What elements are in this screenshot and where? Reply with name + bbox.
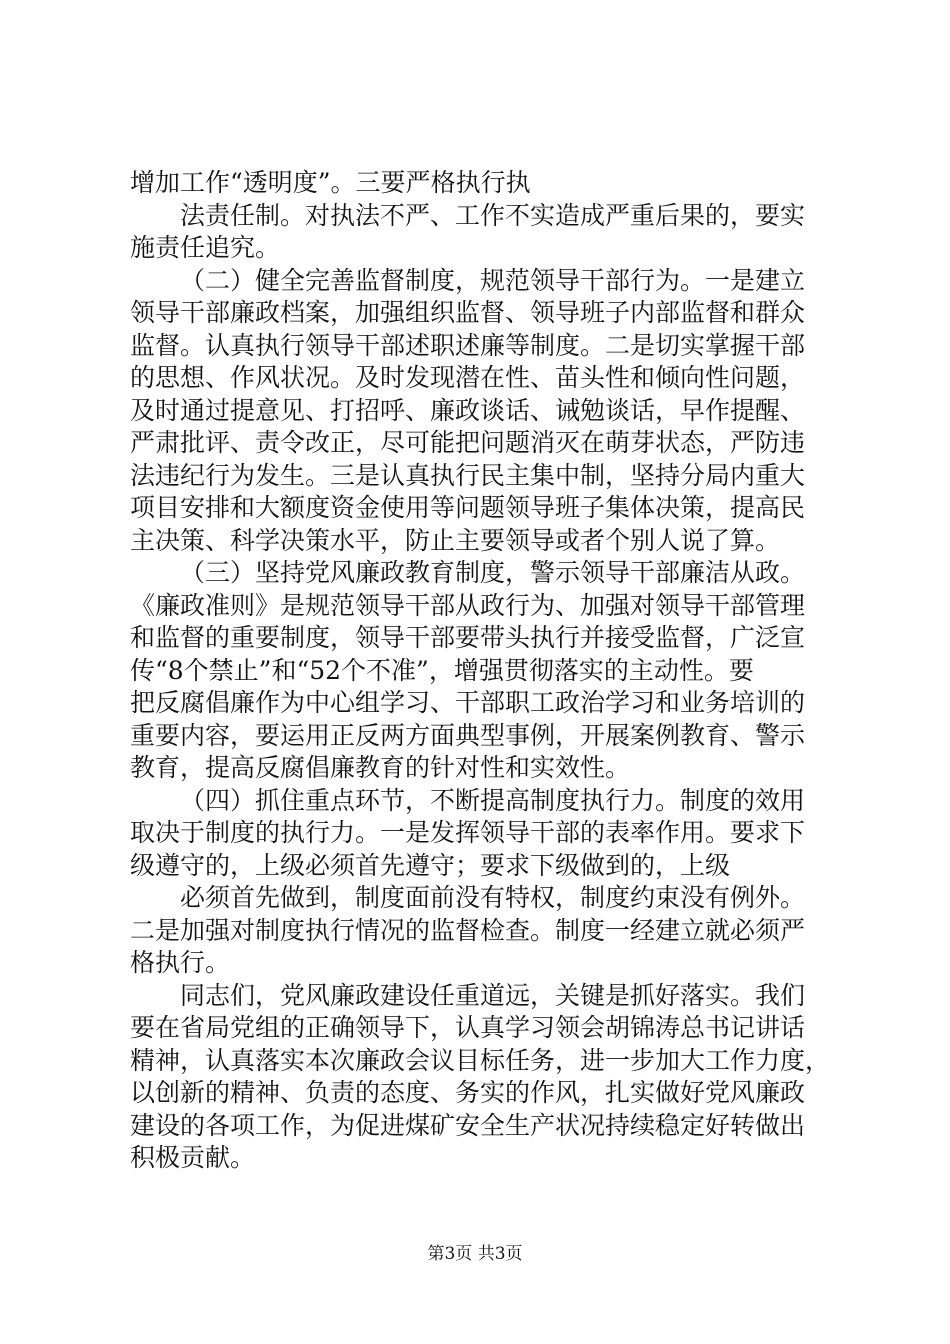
text-line: 要在省局党组的正确领导下，认真学习领会胡锦涛总书记讲话 [130,1013,806,1042]
page-footer [0,1243,950,1265]
text-line: 建设的各项工作，为促进煤矿安全生产状况持续稳定好转做出 [130,1110,806,1140]
text-line: 和监督的重要制度，领导干部要带头执行并接受监督，广泛宣 [130,623,806,652]
text-line: 监督。认真执行领导干部述职述廉等制度。二是切实掌握干部 [130,330,806,360]
page-number-label: 第3页 共3页 [427,1244,523,1264]
text-line: 重要内容，要运用正反两方面典型事例，开展案例教育、警示 [130,720,806,750]
text-line: 以创新的精神、负责的态度、务实的作风，扎实做好党风廉政 [130,1078,806,1107]
text-line: 格执行。 [130,948,231,977]
text-line: 必须首先做到，制度面前没有特权，制度约束没有例外。 [180,883,806,912]
text-line: 《廉政准则》是规范领导干部从政行为、加强对领导干部管理 [130,590,806,620]
text-line: 严肃批评、责令改正，尽可能把问题消灭在萌芽状态，严防违 [130,428,806,457]
paragraph-start: （四）抓住重点环节，不断提高制度执行力。制度的效用 [180,785,806,815]
text-line: 取决于制度的执行力。一是发挥领导干部的表率作用。要求下 [130,818,806,847]
text-line: 二是加强对制度执行情况的监督检查。制度一经建立就必须严 [130,915,806,945]
text-line: 及时通过提意见、打招呼、廉政谈话、诫勉谈话，早作提醒、 [130,395,806,425]
text-line: 施责任追究。 [130,233,281,262]
text-line: 精神，认真落实本次廉政会议目标任务，进一步加大工作力度， [130,1045,831,1075]
paragraph-start: 同志们，党风廉政建设任重道远，关键是抓好落实。我们 [180,980,806,1010]
document-body [130,167,838,1175]
text-line: 积极贡献。 [130,1143,256,1172]
text-line: 主决策、科学决策水平，防止主要领导或者个别人说了算。 [130,525,781,555]
text-line: 教育，提高反腐倡廉教育的针对性和实效性。 [130,753,631,782]
text-line: 的思想、作风状况。及时发现潜在性、苗头性和倾向性问题， [130,363,806,392]
text-line: 项目安排和大额度资金使用等问题领导班子集体决策，提高民 [130,493,806,522]
text-line: 把反腐倡廉作为中心组学习、干部职工政治学习和业务培训的 [130,688,806,717]
text-line: 法违纪行为发生。三是认真执行民主集中制，坚持分局内重大 [130,460,806,490]
text-line: 级遵守的，上级必须首先遵守；要求下级做到的，上级 [130,850,731,880]
paragraph-start: （三）坚持党风廉政教育制度，警示领导干部廉洁从政。 [180,558,806,587]
text-line: 传“8个禁止”和“52个不准”，增强贯彻落实的主动性。要 [130,655,754,685]
text-line: 增加工作“透明度”。三要严格执行执 [130,168,531,197]
paragraph-start: （二）健全完善监督制度，规范领导干部行为。一是建立 [180,265,806,295]
text-line: 法责任制。对执法不严、工作不实造成严重后果的，要实 [180,200,806,230]
text-line: 领导干部廉政档案，加强组织监督、领导班子内部监督和群众 [130,298,806,327]
